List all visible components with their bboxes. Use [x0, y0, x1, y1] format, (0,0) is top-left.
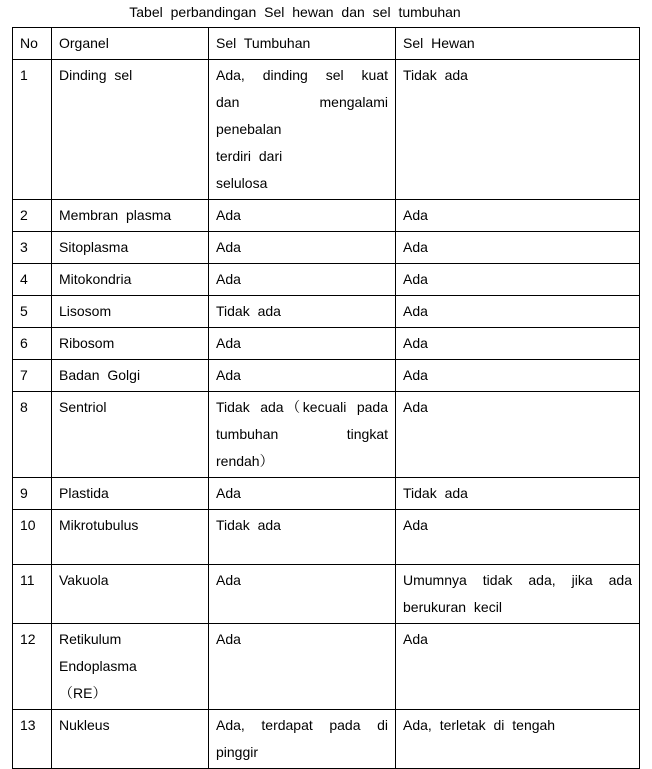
cell-sel-hewan: Ada, terletak di tengah [396, 710, 640, 769]
cell-sel-hewan: Ada [396, 392, 640, 478]
cell-no: 7 [13, 360, 52, 392]
cell-organel: Plastida [52, 478, 209, 510]
cell-sel-hewan: Tidak ada [396, 60, 640, 200]
table-row [13, 392, 640, 478]
cell-sel-tumbuhan: Ada [209, 565, 396, 624]
cell-no: 13 [13, 710, 52, 769]
cell-sel-tumbuhan: Ada [209, 478, 396, 510]
table-row [13, 328, 640, 360]
table-row [13, 232, 640, 264]
cell-sel-hewan: Umumnya tidak ada, jika ada berukuran kecil [396, 565, 640, 624]
cell-text-line: Ada, dinding sel kuat [216, 67, 388, 83]
cell-text-line: Tidak ada（kecuali pada [216, 399, 388, 415]
comparison-table [12, 27, 640, 769]
cell-organel: Dinding sel [52, 60, 209, 200]
cell-organel: Mikrotubulus [52, 510, 209, 565]
cell-text-line: rendah） [216, 453, 274, 469]
table-row [13, 360, 640, 392]
cell-text-line: terdiri dari [216, 148, 283, 164]
cell-no: 2 [13, 200, 52, 232]
table-row [13, 60, 640, 200]
cell-no: 5 [13, 296, 52, 328]
cell-organel: Sentriol [52, 392, 209, 478]
header-organel: Organel [52, 28, 209, 60]
cell-text-line: tumbuhan tingkat [216, 426, 388, 442]
cell-text-line: dan mengalami [216, 94, 388, 110]
cell-sel-tumbuhan: Tidak ada [209, 510, 396, 565]
cell-sel-tumbuhan: Ada [209, 264, 396, 296]
table-row [13, 510, 640, 565]
cell-no: 10 [13, 510, 52, 565]
cell-no: 1 [13, 60, 52, 200]
cell-organel: Membran plasma [52, 200, 209, 232]
cell-no: 12 [13, 624, 52, 710]
table-title: Tabel perbandingan Sel hewan dan sel tumbuhan [129, 4, 461, 20]
table-header-row [13, 28, 640, 60]
table-row [13, 264, 640, 296]
cell-no: 9 [13, 478, 52, 510]
cell-organel: Ribosom [52, 328, 209, 360]
cell-organel: Badan Golgi [52, 360, 209, 392]
table-row [13, 200, 640, 232]
table-row [13, 565, 640, 624]
cell-sel-hewan: Ada [396, 296, 640, 328]
cell-organel: Mitokondria [52, 264, 209, 296]
table-row [13, 624, 640, 710]
cell-sel-tumbuhan: Ada [209, 200, 396, 232]
cell-text-line: selulosa [216, 175, 268, 191]
cell-organel: Lisosom [52, 296, 209, 328]
cell-sel-hewan: Ada [396, 360, 640, 392]
cell-organel: Retikulum Endoplasma （RE） [52, 624, 209, 710]
header-sel-tumbuhan: Sel Tumbuhan [209, 28, 396, 60]
cell-organel: Nukleus [52, 710, 209, 769]
cell-sel-tumbuhan: Tidak ada [209, 296, 396, 328]
cell-no: 8 [13, 392, 52, 478]
cell-organel: Sitoplasma [52, 232, 209, 264]
cell-sel-hewan: Ada [396, 328, 640, 360]
cell-sel-hewan: Ada [396, 510, 640, 565]
header-no: No [13, 28, 52, 60]
cell-sel-tumbuhan: Ada [209, 360, 396, 392]
cell-text-line: penebalan [216, 121, 282, 137]
header-sel-hewan: Sel Hewan [396, 28, 640, 60]
cell-sel-tumbuhan: Ada [209, 232, 396, 264]
table-row [13, 710, 640, 769]
cell-sel-hewan: Ada [396, 200, 640, 232]
cell-no: 3 [13, 232, 52, 264]
cell-sel-hewan: Ada [396, 232, 640, 264]
cell-sel-tumbuhan: Ada [209, 624, 396, 710]
cell-sel-tumbuhan [209, 60, 396, 200]
cell-no: 4 [13, 264, 52, 296]
cell-sel-tumbuhan [209, 392, 396, 478]
cell-sel-hewan: Tidak ada [396, 478, 640, 510]
table-row [13, 296, 640, 328]
cell-sel-tumbuhan: Ada [209, 328, 396, 360]
cell-sel-hewan: Ada [396, 264, 640, 296]
cell-no: 11 [13, 565, 52, 624]
cell-organel: Vakuola [52, 565, 209, 624]
cell-sel-tumbuhan: Ada, terdapat pada di pinggir [209, 710, 396, 769]
table-row [13, 478, 640, 510]
cell-sel-hewan: Ada [396, 624, 640, 710]
cell-no: 6 [13, 328, 52, 360]
